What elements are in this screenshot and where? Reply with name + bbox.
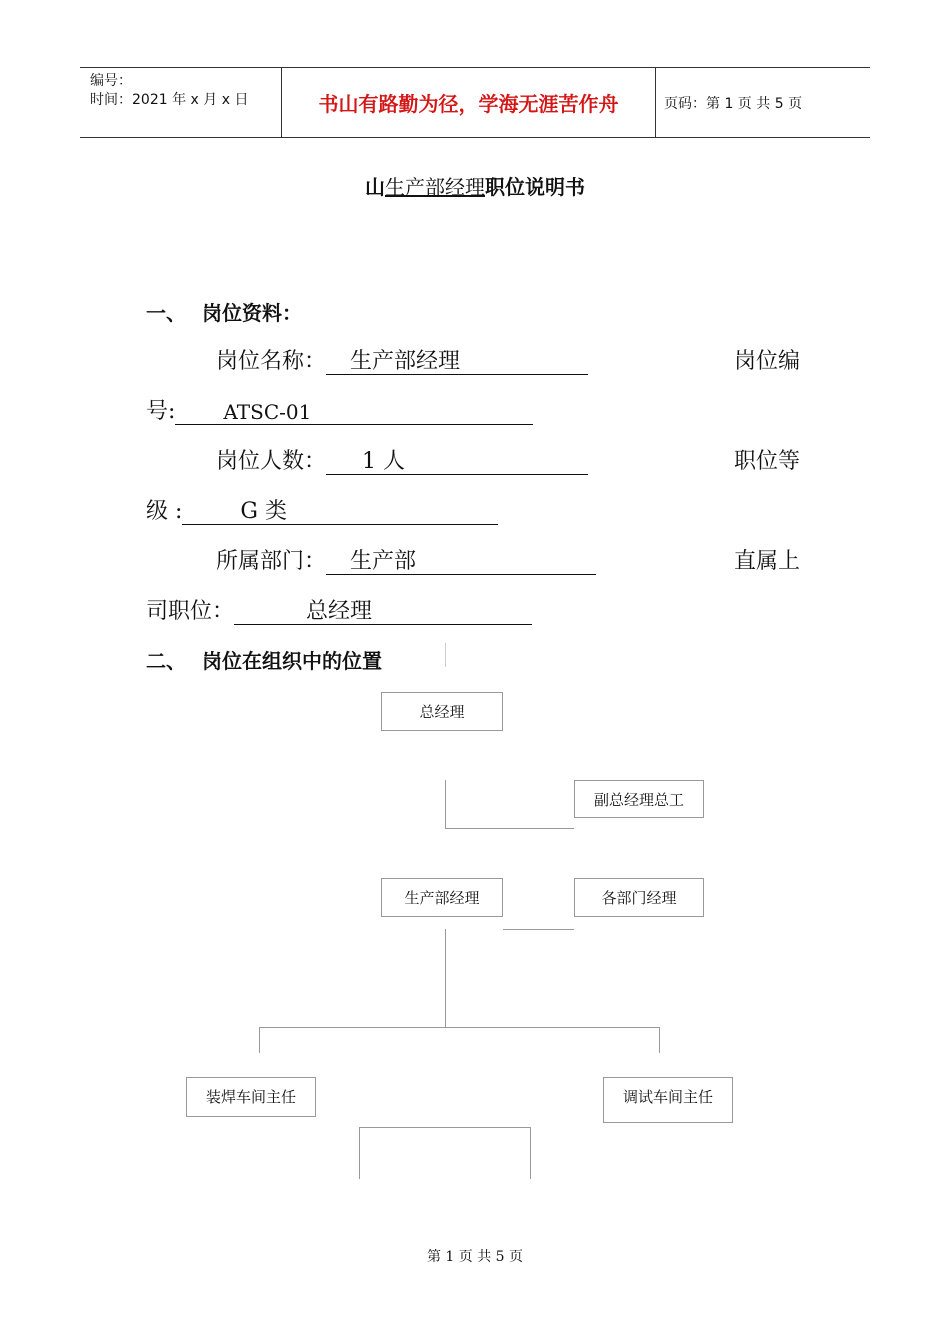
header-page-info: 页码：第 1 页 共 5 页 [664,95,803,112]
superior-value: 总经理 [306,599,373,624]
divider-mark [445,643,446,667]
section-1-title: 岗位资料： [202,301,302,325]
connector-line [503,929,574,930]
connector-line [659,1027,660,1053]
header-meta [80,68,280,137]
headcount-value: 1 人 [362,449,406,474]
section-2-number: 二、 [146,649,186,673]
connector-line [530,1127,531,1179]
grade-field [182,500,498,525]
org-box-deputy-gm: 副总经理总工 [574,780,704,818]
superior-label-1: 直属上 [734,549,801,574]
post-name-label: 岗位名称： [216,349,327,374]
connector-line [445,828,574,829]
code-label: 编号： [90,73,132,89]
post-code-row [146,394,533,425]
section-2-heading [146,645,382,674]
grade-value: G 类 [240,499,287,524]
post-code-label-2: 号: [146,399,176,424]
org-box-debug-director: 调试车间主任 [603,1077,733,1123]
headcount-label: 岗位人数： [216,449,327,474]
time-label: 时间：2021 年 x 月 x 日 [90,92,249,108]
superior-field [234,600,532,625]
section-1-heading [146,297,302,326]
grade-label-2: 级 : [146,499,183,524]
org-box-welding-director: 装焊车间主任 [186,1077,316,1117]
org-box-production-manager: 生产部经理 [381,878,503,917]
connector-line [359,1127,360,1179]
connector-line [445,780,446,829]
title-prefix: 山 [365,175,385,199]
post-name-row [216,344,588,375]
headcount-row [216,444,588,475]
org-box-general-manager: 总经理 [381,692,503,731]
connector-line [445,929,446,1027]
post-name-value: 生产部经理 [350,349,461,374]
post-name-field [326,350,588,375]
superior-label-2: 司职位： [146,599,235,624]
document-header [80,67,870,138]
connector-line [259,1027,260,1053]
page-footer: 第 1 页 共 5 页 [426,1249,524,1265]
title-suffix: 职位说明书 [485,175,585,199]
grade-row [146,494,498,525]
section-1-number: 一、 [146,301,186,325]
section-2-title: 岗位在组织中的位置 [202,649,382,673]
connector-line [359,1127,531,1128]
post-code-field [175,400,533,425]
grade-label-1: 职位等 [734,449,801,474]
dept-label: 所属部门： [216,549,327,574]
connector-line [259,1027,660,1028]
org-box-dept-managers: 各部门经理 [574,878,704,917]
document-title [0,171,950,200]
superior-row [146,594,532,625]
dept-field [326,550,596,575]
header-motto: 书山有路勤为径，学海无涯苦作舟 [281,68,656,137]
title-position: 生产部经理 [385,175,485,199]
headcount-field [326,450,588,475]
post-code-label-1: 岗位编 [734,349,801,374]
dept-row [216,544,596,575]
post-code-value: ATSC-01 [223,400,312,424]
dept-value: 生产部 [350,549,417,574]
